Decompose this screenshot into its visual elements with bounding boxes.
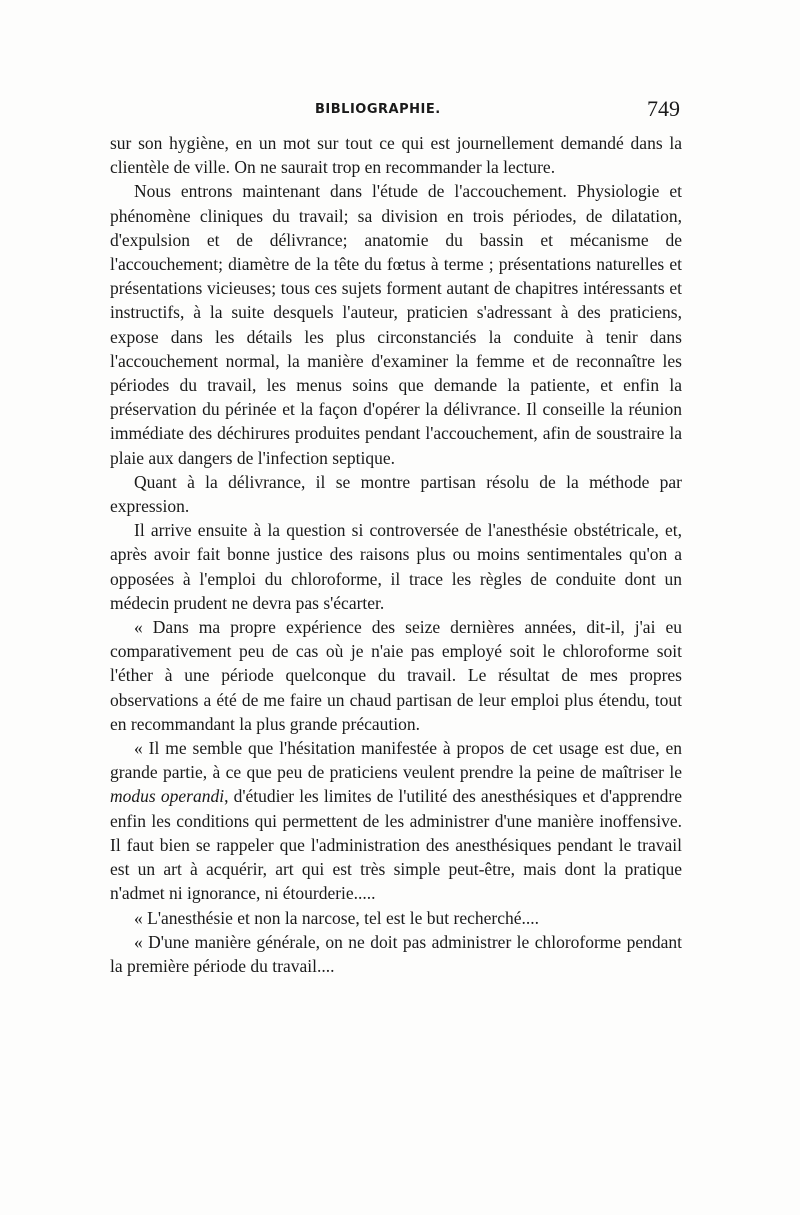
body-text — [110, 131, 682, 978]
page-number: 749 — [647, 96, 680, 121]
paragraph-delivrance: Quant à la délivrance, il se montre partisan résolu de la méthode par expression. — [110, 471, 682, 517]
paragraph-anesthesie: Il arrive ensuite à la question si controversée de l'anesthésie obstétricale, et, après avoir fait bonne justice des raisons plus ou moins sentimentales qu'on a opposées à l'emploi du chloroforme, il trace les règles de conduite dont un médecin prudent ne devra pas s'écarter. — [110, 520, 682, 613]
paragraph-continuation: sur son hygiène, en un mot sur tout ce qui est journellement demandé dans la clientèle de ville. On ne saurait trop en recommander la lecture. — [110, 133, 682, 178]
quote-hesitation-end: , d'étudier les limites de l'utilité des anesthésiques et d'apprendre enfin les conditions qui permettent de les administrer d'une manière inoffensive. Il faut bien se rappeler que l'administration des anesthésiques pendant le travail est un art à acquérir, art qui est très simple peut-être, mais dont la pratique n'admet ni ignorance, ni étourderie..... — [110, 786, 682, 904]
quote-experience: « Dans ma propre expérience des seize dernières années, dit-il, j'ai eu comparativement peu de cas où je n'aie pas employé soit le chloroforme soit l'éther à une période quelconque du travail. Le résultat de mes propres observations a été de me faire un chaud partisan de leur emploi plus étendu, tout en recommandant la plus grande précaution. — [110, 617, 682, 734]
running-head — [110, 96, 680, 126]
paragraph-accouchement: Nous entrons maintenant dans l'étude de l'accouchement. Physiologie et phénomène cliniques du travail; sa division en trois périodes, de dilatation, d'expulsion et de délivrance; anatomie du bassin et mécanisme de l'accouchement; diamètre de la tête du fœtus à terme ; présentations naturelles et présentations vicieuses; tous ces sujets forment autant de chapitres intéressants et instructifs, à la suite desquels l'auteur, praticien s'adressant à des praticiens, expose dans les détails les plus circonstanciés la conduite à tenir dans l'accouchement normal, la manière d'examiner la femme et de reconnaître les périodes du travail, les menus soins que demande la patiente, et enfin la préservation du périnée et la façon d'opérer la délivrance. Il conseille la réunion immédiate des déchirures produites pendant l'accouchement, afin de soustraire la plaie aux dangers de l'infection septique. — [110, 181, 682, 468]
quote-hesitation-start: « Il me semble que l'hésitation manifestée à propos de cet usage est due, en grande partie, à ce que peu de praticiens veulent prendre la peine de maîtriser le — [110, 738, 682, 783]
running-title: BIBLIOGRAPHIE. — [315, 102, 441, 117]
modus-operandi: modus operandi — [110, 786, 225, 807]
quote-hesitation — [110, 736, 682, 905]
quote-narcose: « L'anesthésie et non la narcose, tel est le but recherché.... — [134, 907, 539, 928]
quote-chloroforme: « D'une manière générale, on ne doit pas administrer le chloroforme pendant la première période du travail.... — [110, 931, 682, 976]
